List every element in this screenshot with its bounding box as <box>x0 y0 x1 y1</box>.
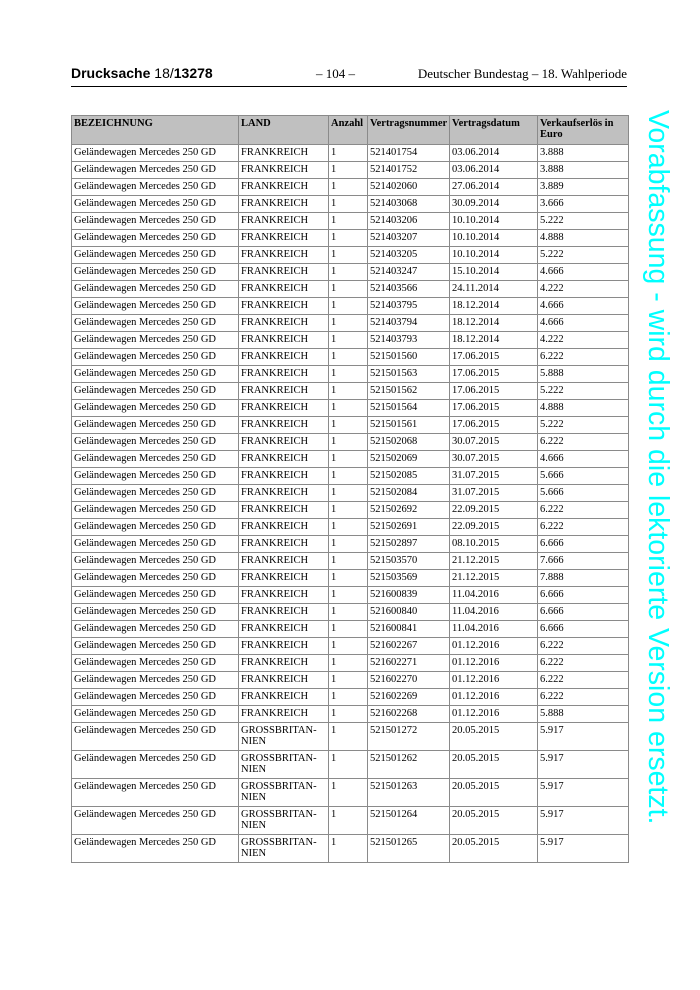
table-row <box>72 723 629 751</box>
anzahl-cell: 1 <box>329 366 368 383</box>
vertragsdatum-cell: 22.09.2015 <box>450 502 538 519</box>
anzahl-cell: 1 <box>329 196 368 213</box>
bezeichnung-cell: Geländewagen Mercedes 250 GD <box>72 332 239 349</box>
anzahl-cell: 1 <box>329 604 368 621</box>
anzahl-cell: 1 <box>329 179 368 196</box>
table-row <box>72 553 629 570</box>
vertragsdatum-cell: 17.06.2015 <box>450 417 538 434</box>
anzahl-cell: 1 <box>329 213 368 230</box>
table-row <box>72 179 629 196</box>
anzahl-cell: 1 <box>329 638 368 655</box>
vertragsnummer-cell: 521403206 <box>368 213 450 230</box>
table-row <box>72 655 629 672</box>
table-row <box>72 604 629 621</box>
verkaufserloes-cell: 4.666 <box>538 315 629 332</box>
verkaufserloes-cell: 4.222 <box>538 281 629 298</box>
vertragsnummer-cell: 521602269 <box>368 689 450 706</box>
table-row <box>72 349 629 366</box>
verkaufserloes-cell: 7.888 <box>538 570 629 587</box>
doc-number: 13278 <box>173 65 213 81</box>
bezeichnung-cell: Geländewagen Mercedes 250 GD <box>72 751 239 779</box>
vertragsnummer-cell: 521403068 <box>368 196 450 213</box>
vertragsdatum-cell: 10.10.2014 <box>450 230 538 247</box>
anzahl-cell: 1 <box>329 451 368 468</box>
bezeichnung-cell: Geländewagen Mercedes 250 GD <box>72 298 239 315</box>
bezeichnung-cell: Geländewagen Mercedes 250 GD <box>72 723 239 751</box>
land-cell: FRANKREICH <box>239 621 329 638</box>
vertragsnummer-cell: 521403793 <box>368 332 450 349</box>
verkaufserloes-cell: 5.917 <box>538 807 629 835</box>
anzahl-cell: 1 <box>329 570 368 587</box>
vertragsdatum-cell: 01.12.2016 <box>450 706 538 723</box>
land-cell: FRANKREICH <box>239 451 329 468</box>
vertragsdatum-cell: 21.12.2015 <box>450 570 538 587</box>
land-cell: FRANKREICH <box>239 298 329 315</box>
land-cell: FRANKREICH <box>239 264 329 281</box>
land-cell: FRANKREICH <box>239 247 329 264</box>
bezeichnung-cell: Geländewagen Mercedes 250 GD <box>72 434 239 451</box>
land-cell: FRANKREICH <box>239 417 329 434</box>
anzahl-cell: 1 <box>329 281 368 298</box>
verkaufserloes-cell: 5.917 <box>538 751 629 779</box>
table-row <box>72 502 629 519</box>
verkaufserloes-cell: 6.222 <box>538 502 629 519</box>
vertragsdatum-cell: 01.12.2016 <box>450 689 538 706</box>
bezeichnung-cell: Geländewagen Mercedes 250 GD <box>72 179 239 196</box>
table-row <box>72 468 629 485</box>
bezeichnung-cell: Geländewagen Mercedes 250 GD <box>72 807 239 835</box>
vertragsdatum-cell: 18.12.2014 <box>450 332 538 349</box>
table-row <box>72 264 629 281</box>
vertragsnummer-cell: 521501560 <box>368 349 450 366</box>
vertragsdatum-cell: 17.06.2015 <box>450 400 538 417</box>
land-cell: FRANKREICH <box>239 400 329 417</box>
vertragsnummer-cell: 521501562 <box>368 383 450 400</box>
vertragsnummer-cell: 521501263 <box>368 779 450 807</box>
land-cell: FRANKREICH <box>239 638 329 655</box>
anzahl-cell: 1 <box>329 434 368 451</box>
vertragsnummer-cell: 521403207 <box>368 230 450 247</box>
bezeichnung-cell: Geländewagen Mercedes 250 GD <box>72 366 239 383</box>
land-cell: FRANKREICH <box>239 162 329 179</box>
table-row <box>72 383 629 400</box>
anzahl-cell: 1 <box>329 349 368 366</box>
land-cell: FRANKREICH <box>239 196 329 213</box>
bezeichnung-cell: Geländewagen Mercedes 250 GD <box>72 779 239 807</box>
land-cell: FRANKREICH <box>239 315 329 332</box>
vertragsdatum-cell: 20.05.2015 <box>450 779 538 807</box>
anzahl-cell: 1 <box>329 247 368 264</box>
bezeichnung-cell: Geländewagen Mercedes 250 GD <box>72 706 239 723</box>
vertragsdatum-cell: 30.07.2015 <box>450 434 538 451</box>
verkaufserloes-cell: 5.222 <box>538 383 629 400</box>
vertragsdatum-cell: 01.12.2016 <box>450 672 538 689</box>
bezeichnung-cell: Geländewagen Mercedes 250 GD <box>72 604 239 621</box>
bezeichnung-cell: Geländewagen Mercedes 250 GD <box>72 519 239 536</box>
vertragsnummer-cell: 521600840 <box>368 604 450 621</box>
vertragsdatum-cell: 03.06.2014 <box>450 145 538 162</box>
land-cell: FRANKREICH <box>239 604 329 621</box>
anzahl-cell: 1 <box>329 230 368 247</box>
land-cell: FRANKREICH <box>239 332 329 349</box>
vertragsdatum-cell: 27.06.2014 <box>450 179 538 196</box>
verkaufserloes-cell: 5.888 <box>538 706 629 723</box>
vertragsdatum-cell: 11.04.2016 <box>450 621 538 638</box>
verkaufserloes-cell: 7.666 <box>538 553 629 570</box>
vertragsnummer-cell: 521602271 <box>368 655 450 672</box>
vertragsdatum-cell: 10.10.2014 <box>450 247 538 264</box>
table-row <box>72 162 629 179</box>
land-cell: FRANKREICH <box>239 434 329 451</box>
land-cell: FRANKREICH <box>239 570 329 587</box>
table-row <box>72 213 629 230</box>
col-header-vertragsdatum: Vertragsdatum <box>450 116 538 145</box>
land-cell: FRANKREICH <box>239 502 329 519</box>
land-cell: FRANKREICH <box>239 179 329 196</box>
land-cell: GROSSBRITAN- NIEN <box>239 723 329 751</box>
document-number <box>71 65 213 81</box>
verkaufserloes-cell: 4.222 <box>538 332 629 349</box>
vertragsdatum-cell: 01.12.2016 <box>450 638 538 655</box>
anzahl-cell: 1 <box>329 264 368 281</box>
vertragsdatum-cell: 17.06.2015 <box>450 349 538 366</box>
vertragsdatum-cell: 11.04.2016 <box>450 587 538 604</box>
verkaufserloes-cell: 6.666 <box>538 587 629 604</box>
anzahl-cell: 1 <box>329 502 368 519</box>
anzahl-cell: 1 <box>329 723 368 751</box>
bezeichnung-cell: Geländewagen Mercedes 250 GD <box>72 162 239 179</box>
verkaufserloes-cell: 5.222 <box>538 417 629 434</box>
bezeichnung-cell: Geländewagen Mercedes 250 GD <box>72 536 239 553</box>
anzahl-cell: 1 <box>329 485 368 502</box>
anzahl-cell: 1 <box>329 553 368 570</box>
land-cell: FRANKREICH <box>239 519 329 536</box>
anzahl-cell: 1 <box>329 162 368 179</box>
vertragsnummer-cell: 521403794 <box>368 315 450 332</box>
table-row <box>72 145 629 162</box>
vertragsdatum-cell: 20.05.2015 <box>450 807 538 835</box>
vertragsdatum-cell: 10.10.2014 <box>450 213 538 230</box>
vertragsnummer-cell: 521502068 <box>368 434 450 451</box>
verkaufserloes-cell: 4.666 <box>538 264 629 281</box>
table-row <box>72 638 629 655</box>
vertragsnummer-cell: 521600839 <box>368 587 450 604</box>
bezeichnung-cell: Geländewagen Mercedes 250 GD <box>72 621 239 638</box>
table-row <box>72 519 629 536</box>
anzahl-cell: 1 <box>329 536 368 553</box>
table-row <box>72 485 629 502</box>
table-body <box>72 145 629 863</box>
verkaufserloes-cell: 6.222 <box>538 349 629 366</box>
table-row <box>72 706 629 723</box>
vertragsdatum-cell: 21.12.2015 <box>450 553 538 570</box>
table-header <box>72 116 629 145</box>
land-cell: FRANKREICH <box>239 689 329 706</box>
vertragsdatum-cell: 20.05.2015 <box>450 835 538 863</box>
doc-period: 18/ <box>154 65 174 81</box>
table-row <box>72 689 629 706</box>
vertragsnummer-cell: 521403247 <box>368 264 450 281</box>
table-row <box>72 247 629 264</box>
land-cell: FRANKREICH <box>239 383 329 400</box>
bezeichnung-cell: Geländewagen Mercedes 250 GD <box>72 655 239 672</box>
table-row <box>72 779 629 807</box>
anzahl-cell: 1 <box>329 519 368 536</box>
anzahl-cell: 1 <box>329 779 368 807</box>
land-cell: FRANKREICH <box>239 281 329 298</box>
anzahl-cell: 1 <box>329 672 368 689</box>
vertragsnummer-cell: 521401752 <box>368 162 450 179</box>
vertragsdatum-cell: 20.05.2015 <box>450 723 538 751</box>
verkaufserloes-cell: 6.222 <box>538 638 629 655</box>
vertragsnummer-cell: 521501265 <box>368 835 450 863</box>
land-cell: FRANKREICH <box>239 672 329 689</box>
vertragsdatum-cell: 17.06.2015 <box>450 383 538 400</box>
table-row <box>72 332 629 349</box>
vertragsdatum-cell: 11.04.2016 <box>450 604 538 621</box>
anzahl-cell: 1 <box>329 706 368 723</box>
land-cell: FRANKREICH <box>239 349 329 366</box>
bezeichnung-cell: Geländewagen Mercedes 250 GD <box>72 145 239 162</box>
draft-watermark: Vorabfassung - wird durch die lektorierte Version ersetzt. <box>642 110 674 825</box>
bezeichnung-cell: Geländewagen Mercedes 250 GD <box>72 468 239 485</box>
verkaufserloes-cell: 6.666 <box>538 621 629 638</box>
anzahl-cell: 1 <box>329 587 368 604</box>
vertragsnummer-cell: 521401754 <box>368 145 450 162</box>
vertragsnummer-cell: 521502085 <box>368 468 450 485</box>
anzahl-cell: 1 <box>329 835 368 863</box>
table-row <box>72 230 629 247</box>
table-row <box>72 451 629 468</box>
anzahl-cell: 1 <box>329 468 368 485</box>
anzahl-cell: 1 <box>329 315 368 332</box>
anzahl-cell: 1 <box>329 145 368 162</box>
table-row <box>72 434 629 451</box>
anzahl-cell: 1 <box>329 417 368 434</box>
verkaufserloes-cell: 6.222 <box>538 519 629 536</box>
verkaufserloes-cell: 5.917 <box>538 835 629 863</box>
bezeichnung-cell: Geländewagen Mercedes 250 GD <box>72 230 239 247</box>
vertragsdatum-cell: 20.05.2015 <box>450 751 538 779</box>
anzahl-cell: 1 <box>329 751 368 779</box>
land-cell: GROSSBRITAN- NIEN <box>239 807 329 835</box>
verkaufserloes-cell: 3.888 <box>538 162 629 179</box>
bezeichnung-cell: Geländewagen Mercedes 250 GD <box>72 281 239 298</box>
page-number: – 104 – <box>316 66 355 81</box>
page-header <box>71 64 627 87</box>
land-cell: GROSSBRITAN- NIEN <box>239 751 329 779</box>
verkaufserloes-cell: 6.666 <box>538 536 629 553</box>
vertragsnummer-cell: 521602267 <box>368 638 450 655</box>
vertragsdatum-cell: 17.06.2015 <box>450 366 538 383</box>
anzahl-cell: 1 <box>329 655 368 672</box>
land-cell: FRANKREICH <box>239 706 329 723</box>
vertragsnummer-cell: 521501563 <box>368 366 450 383</box>
col-header-verkaufserloes: Verkaufserlös in Euro <box>538 116 629 145</box>
vertragsnummer-cell: 521403205 <box>368 247 450 264</box>
vertragsnummer-cell: 521502691 <box>368 519 450 536</box>
bezeichnung-cell: Geländewagen Mercedes 250 GD <box>72 485 239 502</box>
table-row <box>72 672 629 689</box>
table-row <box>72 751 629 779</box>
land-cell: FRANKREICH <box>239 145 329 162</box>
anzahl-cell: 1 <box>329 807 368 835</box>
table-row <box>72 807 629 835</box>
vertragsdatum-cell: 18.12.2014 <box>450 315 538 332</box>
bezeichnung-cell: Geländewagen Mercedes 250 GD <box>72 451 239 468</box>
verkaufserloes-cell: 5.917 <box>538 779 629 807</box>
bezeichnung-cell: Geländewagen Mercedes 250 GD <box>72 400 239 417</box>
anzahl-cell: 1 <box>329 621 368 638</box>
table-row <box>72 621 629 638</box>
table-row <box>72 835 629 863</box>
vertragsdatum-cell: 08.10.2015 <box>450 536 538 553</box>
bezeichnung-cell: Geländewagen Mercedes 250 GD <box>72 417 239 434</box>
verkaufserloes-cell: 6.222 <box>538 655 629 672</box>
verkaufserloes-cell: 6.222 <box>538 434 629 451</box>
bezeichnung-cell: Geländewagen Mercedes 250 GD <box>72 570 239 587</box>
land-cell: FRANKREICH <box>239 536 329 553</box>
col-header-vertragsnummer: Vertragsnummer <box>368 116 450 145</box>
bezeichnung-cell: Geländewagen Mercedes 250 GD <box>72 638 239 655</box>
verkaufserloes-cell: 5.888 <box>538 366 629 383</box>
verkaufserloes-cell: 5.222 <box>538 247 629 264</box>
verkaufserloes-cell: 5.666 <box>538 485 629 502</box>
vertragsdatum-cell: 22.09.2015 <box>450 519 538 536</box>
verkaufserloes-cell: 4.888 <box>538 230 629 247</box>
table-row <box>72 196 629 213</box>
vertragsnummer-cell: 521600841 <box>368 621 450 638</box>
vertragsnummer-cell: 521403566 <box>368 281 450 298</box>
table-row <box>72 587 629 604</box>
land-cell: FRANKREICH <box>239 655 329 672</box>
vertragsdatum-cell: 24.11.2014 <box>450 281 538 298</box>
land-cell: GROSSBRITAN- NIEN <box>239 835 329 863</box>
land-cell: FRANKREICH <box>239 485 329 502</box>
col-header-land: LAND <box>239 116 329 145</box>
anzahl-cell: 1 <box>329 400 368 417</box>
verkaufserloes-cell: 6.222 <box>538 672 629 689</box>
vertragsnummer-cell: 521501561 <box>368 417 450 434</box>
bezeichnung-cell: Geländewagen Mercedes 250 GD <box>72 383 239 400</box>
vertragsnummer-cell: 521502692 <box>368 502 450 519</box>
vertragsnummer-cell: 521501272 <box>368 723 450 751</box>
vertragsdatum-cell: 31.07.2015 <box>450 468 538 485</box>
land-cell: FRANKREICH <box>239 230 329 247</box>
vertragsnummer-cell: 521502069 <box>368 451 450 468</box>
land-cell: FRANKREICH <box>239 213 329 230</box>
verkaufserloes-cell: 4.888 <box>538 400 629 417</box>
header-row <box>72 116 629 145</box>
table-row <box>72 570 629 587</box>
col-header-anzahl: Anzahl <box>329 116 368 145</box>
sales-table <box>71 115 629 863</box>
table-row <box>72 281 629 298</box>
vertragsdatum-cell: 03.06.2014 <box>450 162 538 179</box>
verkaufserloes-cell: 3.888 <box>538 145 629 162</box>
vertragsdatum-cell: 30.09.2014 <box>450 196 538 213</box>
bezeichnung-cell: Geländewagen Mercedes 250 GD <box>72 349 239 366</box>
col-header-bezeichnung: BEZEICHNUNG <box>72 116 239 145</box>
vertragsnummer-cell: 521501564 <box>368 400 450 417</box>
vertragsnummer-cell: 521501262 <box>368 751 450 779</box>
anzahl-cell: 1 <box>329 689 368 706</box>
land-cell: FRANKREICH <box>239 553 329 570</box>
bezeichnung-cell: Geländewagen Mercedes 250 GD <box>72 315 239 332</box>
anzahl-cell: 1 <box>329 298 368 315</box>
table-row <box>72 536 629 553</box>
bezeichnung-cell: Geländewagen Mercedes 250 GD <box>72 835 239 863</box>
vertragsnummer-cell: 521602270 <box>368 672 450 689</box>
bezeichnung-cell: Geländewagen Mercedes 250 GD <box>72 502 239 519</box>
verkaufserloes-cell: 3.889 <box>538 179 629 196</box>
vertragsnummer-cell: 521503570 <box>368 553 450 570</box>
land-cell: FRANKREICH <box>239 366 329 383</box>
bezeichnung-cell: Geländewagen Mercedes 250 GD <box>72 196 239 213</box>
verkaufserloes-cell: 3.666 <box>538 196 629 213</box>
vertragsnummer-cell: 521502897 <box>368 536 450 553</box>
verkaufserloes-cell: 4.666 <box>538 451 629 468</box>
bezeichnung-cell: Geländewagen Mercedes 250 GD <box>72 247 239 264</box>
verkaufserloes-cell: 5.917 <box>538 723 629 751</box>
vertragsdatum-cell: 15.10.2014 <box>450 264 538 281</box>
land-cell: FRANKREICH <box>239 468 329 485</box>
vertragsnummer-cell: 521602268 <box>368 706 450 723</box>
vertragsnummer-cell: 521402060 <box>368 179 450 196</box>
land-cell: GROSSBRITAN- NIEN <box>239 779 329 807</box>
vertragsnummer-cell: 521502084 <box>368 485 450 502</box>
verkaufserloes-cell: 6.666 <box>538 604 629 621</box>
table-row <box>72 400 629 417</box>
anzahl-cell: 1 <box>329 383 368 400</box>
land-cell: FRANKREICH <box>239 587 329 604</box>
vertragsnummer-cell: 521503569 <box>368 570 450 587</box>
anzahl-cell: 1 <box>329 332 368 349</box>
table-row <box>72 298 629 315</box>
vertragsdatum-cell: 31.07.2015 <box>450 485 538 502</box>
bezeichnung-cell: Geländewagen Mercedes 250 GD <box>72 587 239 604</box>
publisher: Deutscher Bundestag – 18. Wahlperiode <box>417 66 627 81</box>
bezeichnung-cell: Geländewagen Mercedes 250 GD <box>72 672 239 689</box>
vertragsnummer-cell: 521501264 <box>368 807 450 835</box>
vertragsdatum-cell: 01.12.2016 <box>450 655 538 672</box>
doc-word: Drucksache <box>71 65 151 81</box>
vertragsnummer-cell: 521403795 <box>368 298 450 315</box>
bezeichnung-cell: Geländewagen Mercedes 250 GD <box>72 213 239 230</box>
table-row <box>72 315 629 332</box>
table-row <box>72 417 629 434</box>
verkaufserloes-cell: 6.222 <box>538 689 629 706</box>
verkaufserloes-cell: 5.666 <box>538 468 629 485</box>
table-row <box>72 366 629 383</box>
bezeichnung-cell: Geländewagen Mercedes 250 GD <box>72 553 239 570</box>
bezeichnung-cell: Geländewagen Mercedes 250 GD <box>72 264 239 281</box>
verkaufserloes-cell: 5.222 <box>538 213 629 230</box>
verkaufserloes-cell: 4.666 <box>538 298 629 315</box>
vertragsdatum-cell: 18.12.2014 <box>450 298 538 315</box>
bezeichnung-cell: Geländewagen Mercedes 250 GD <box>72 689 239 706</box>
vertragsdatum-cell: 30.07.2015 <box>450 451 538 468</box>
